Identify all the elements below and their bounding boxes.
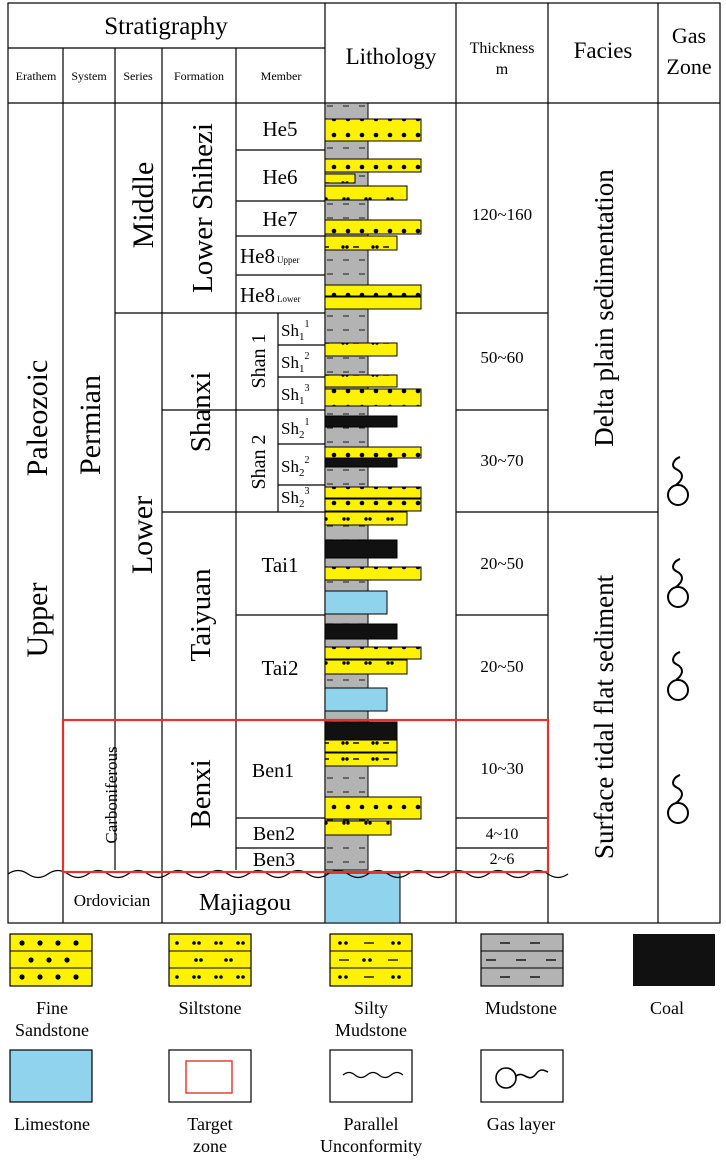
thickness-shan2: 30~70 — [480, 451, 524, 470]
formation-taiyuan: Taiyuan — [185, 568, 217, 662]
submember-shan2: Shan 2 — [248, 434, 270, 490]
member-sh1-2: $Sh_1^2$ — [281, 351, 310, 375]
member-he6: He6 — [262, 165, 298, 189]
member-he7: He7 — [262, 207, 298, 231]
legend-silty-mudstone-label-1: Silty — [353, 998, 389, 1018]
litho-fine-sandstone-bed-pattern — [325, 159, 421, 172]
legend-mudstone-label: Mudstone — [485, 998, 557, 1018]
litho-fine-sandstone-bed-pattern — [325, 797, 421, 819]
gas-layer-icon — [668, 559, 688, 607]
litho-coal-bed — [325, 624, 397, 639]
member-he5: He5 — [262, 117, 298, 141]
series-middle: Middle — [127, 161, 160, 249]
facies-tidal: Surface tidal flat sediment — [589, 574, 619, 860]
header-formation: Formation — [174, 69, 224, 83]
litho-fine-sandstone-bed-pattern — [325, 499, 421, 511]
member-ben3: Ben3 — [252, 849, 296, 871]
gas-layer-icon — [668, 775, 688, 823]
litho-coal-bed — [325, 416, 397, 427]
header-series: Series — [123, 69, 153, 83]
thickness-ben3: 2~6 — [489, 851, 515, 868]
erathem-paleozoic: Paleozoic — [21, 359, 54, 477]
formation-majiagou: Majiagou — [199, 890, 291, 916]
legend-silty-mudstone-label-2: Mudstone — [335, 1020, 407, 1040]
legend-mudstone-swatch — [481, 934, 563, 986]
member-ben1: Ben1 — [251, 760, 295, 782]
legend-target-zone-label-2: zone — [193, 1136, 227, 1156]
legend-gas-layer-label: Gas layer — [486, 1114, 556, 1134]
litho-siltstone-bed-pattern — [325, 512, 407, 525]
formation-benxi: Benxi — [185, 759, 217, 829]
thickness-ben2: 4~10 — [485, 826, 519, 843]
member-he8-lower: He8 Lower — [240, 283, 301, 307]
legend-siltstone-swatch — [169, 934, 251, 986]
legend-silty-mudstone-swatch — [330, 934, 412, 986]
gas-layer-icon — [668, 652, 688, 700]
litho-fine-sandstone-bed-pattern — [325, 567, 421, 580]
header-zone: Zone — [666, 54, 712, 79]
member-sh2-1: $Sh_2^1$ — [281, 417, 310, 441]
litho-fine-sandstone-bed-pattern — [325, 297, 421, 309]
legend — [10, 934, 715, 1156]
legend-limestone-swatch — [10, 1050, 92, 1102]
litho-limestone-bed — [325, 688, 387, 711]
litho-fine-sandstone-bed-pattern — [325, 389, 421, 406]
header-thickness: Thickness — [469, 40, 535, 57]
legend-target-zone-swatch — [169, 1050, 251, 1102]
formation-lower-shihezi: Lower Shihezi — [187, 123, 219, 293]
thickness-shan1: 50~60 — [480, 348, 524, 367]
litho-limestone-bed — [325, 873, 400, 923]
gas-layer-icons — [668, 457, 688, 823]
thickness-lower-shihezi: 120~160 — [471, 205, 533, 224]
system-ordovician: Ordovician — [73, 891, 151, 910]
member-sh1-1: $Sh_1^1$ — [281, 319, 310, 343]
litho-silty-mudstone-bed-pattern — [325, 753, 397, 766]
submember-shan1: Shan 1 — [248, 333, 270, 389]
target-zone-box — [63, 720, 548, 872]
system-permian: Permian — [74, 375, 107, 475]
litho-fine-sandstone-bed-pattern — [325, 220, 421, 234]
litho-coal-bed — [325, 540, 397, 558]
facies-delta: Delta plain sedimentation — [589, 169, 619, 447]
litho-fine-sandstone-bed-pattern — [325, 119, 421, 141]
member-tai2: Tai2 — [261, 656, 299, 680]
header-gas: Gas — [671, 23, 707, 48]
legend-fine-sandstone-label-1: Fine — [35, 998, 69, 1018]
gas-layer-icon — [668, 457, 688, 505]
member-sh2-3: $Sh_2^3$ — [281, 486, 310, 510]
legend-target-zone-label-1: Target — [187, 1114, 233, 1134]
lithology-column — [325, 103, 421, 923]
member-he8-upper: He8 Upper — [240, 244, 300, 268]
litho-silty-mudstone-bed-pattern — [325, 343, 397, 356]
thickness-tai1: 20~50 — [480, 554, 524, 573]
legend-limestone-label: Limestone — [14, 1114, 90, 1134]
litho-fine-sandstone-bed-pattern — [325, 647, 421, 659]
formation-shanxi: Shanxi — [185, 371, 217, 453]
litho-silty-mudstone-bed-pattern — [325, 174, 355, 183]
member-sh2-2: $Sh_2^2$ — [281, 455, 310, 479]
legend-coal-swatch — [633, 934, 715, 986]
litho-siltstone-bed-pattern — [325, 186, 407, 200]
legend-unconformity-label-2: Unconformity — [320, 1136, 422, 1156]
legend-gas-layer-swatch — [481, 1050, 563, 1102]
litho-silty-mudstone-bed-pattern — [325, 740, 397, 752]
litho-siltstone-bed-pattern — [325, 660, 407, 674]
litho-fine-sandstone-bed-pattern — [325, 447, 421, 458]
legend-siltstone-label: Siltstone — [178, 998, 242, 1018]
litho-silty-mudstone-bed-pattern — [325, 236, 397, 250]
litho-fine-sandstone-bed-pattern — [325, 487, 421, 498]
header-system: System — [71, 69, 107, 83]
system-carboniferous: Carboniferous — [102, 746, 121, 844]
member-ben2: Ben2 — [252, 823, 296, 845]
legend-fine-sandstone-swatch — [10, 934, 92, 986]
legend-fine-sandstone-label-2: Sandstone — [15, 1020, 89, 1040]
legend-coal-label: Coal — [650, 998, 684, 1018]
series-lower: Lower — [126, 495, 159, 575]
litho-coal-bed — [325, 458, 397, 467]
header-lithology: Lithology — [345, 44, 437, 69]
thickness-ben1: 10~30 — [480, 759, 524, 778]
header-erathem: Erathem — [15, 69, 57, 83]
litho-limestone-bed — [325, 591, 387, 614]
header-stratigraphy: Stratigraphy — [104, 13, 228, 40]
thickness-tai2: 20~50 — [480, 657, 524, 676]
member-sh1-3: $Sh_1^3$ — [281, 383, 310, 407]
member-tai1: Tai1 — [261, 553, 299, 577]
litho-coal-bed — [325, 722, 397, 740]
litho-fine-sandstone-bed-pattern — [325, 285, 421, 296]
litho-siltstone-bed-pattern — [325, 821, 391, 835]
header-member: Member — [260, 69, 302, 83]
legend-unconformity-swatch — [330, 1050, 412, 1102]
litho-silty-mudstone-bed-pattern — [325, 375, 397, 387]
header-thickness-unit: m — [495, 61, 509, 78]
legend-unconformity-label-1: Parallel — [343, 1114, 399, 1134]
erathem-upper: Upper — [21, 582, 54, 658]
header-facies: Facies — [573, 38, 633, 63]
